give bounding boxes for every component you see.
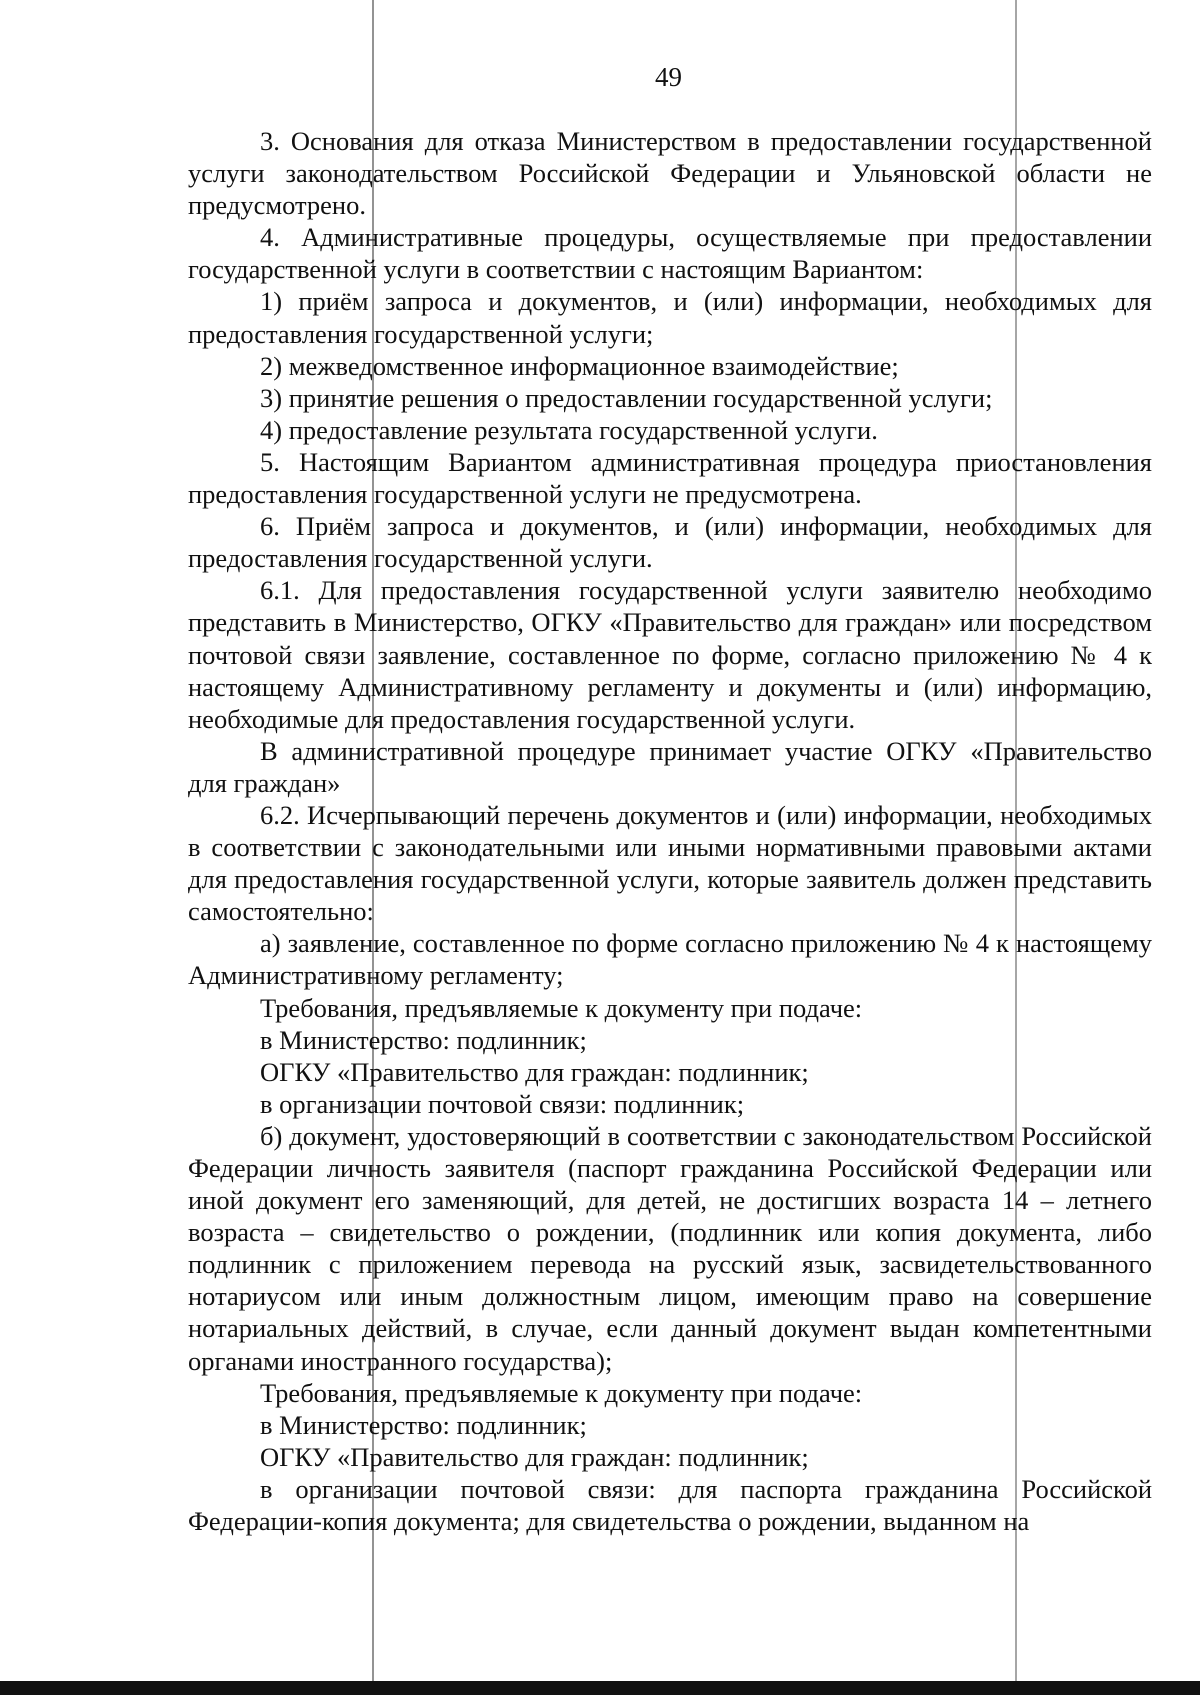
paragraph: В административной процедуре принимает участие ОГКУ «Правительство для граждан» <box>188 735 1152 798</box>
paragraph: а) заявление, составленное по форме согласно приложению № 4 к настоящему Административному регламенту; <box>188 928 1152 991</box>
paragraph: 2) межведомственное информационное взаимодействие; <box>260 350 899 381</box>
paragraph: в организации почтовой связи: подлинник; <box>260 1088 745 1119</box>
paragraph: 6.1. Для предоставления государственной услуги заявителю необходимо представить в Министерство, ОГКУ «Правительство для граждан» или посредством почтовой связи заявление, составленное по форме, согласно приложению № 4 к настоящему Административному регламенту и документы и (или) информацию, необходимые для предоставления государственной услуги. <box>188 575 1152 734</box>
scan-bottom-band <box>0 1681 1200 1695</box>
page-number: 49 <box>655 62 682 92</box>
document-body <box>188 125 1152 1537</box>
paragraph: 6. Приём запроса и документов, и (или) информации, необходимых для предоставления государственной услуги. <box>188 511 1152 574</box>
paragraph: 3. Основания для отказа Министерством в предоставлении государственной услуги законодательством Российской Федерации и Ульяновской области не предусмотрено. <box>188 126 1152 221</box>
paragraph: в Министерство: подлинник; <box>260 1024 587 1055</box>
paragraph: 4) предоставление результата государственной услуги. <box>260 414 878 445</box>
paragraph: 4. Административные процедуры, осуществляемые при предоставлении государственной услуги в соответствии с настоящим Вариантом: <box>188 222 1152 285</box>
paragraph: 6.2. Исчерпывающий перечень документов и (или) информации, необходимых в соответствии с законодательными или иными нормативными правовыми актами для предоставления государственной услуги, которые заявитель должен представить самостоятельно: <box>188 799 1152 927</box>
paragraph: 3) принятие решения о предоставлении государственной услуги; <box>260 382 993 413</box>
paragraph: в организации почтовой связи: для паспорта гражданина Российской Федерации-копия документа; для свидетельства о рождении, выданном на <box>188 1473 1152 1537</box>
paragraph: ОГКУ «Правительство для граждан: подлинник; <box>260 1056 809 1087</box>
paragraph: Требования, предъявляемые к документу при подаче: <box>260 992 863 1023</box>
paragraph: б) документ, удостоверяющий в соответствии с законодательством Российской Федерации личность заявителя (паспорт гражданина Российской Федерации или иной документ его заменяющий, для детей, не достигших возраста 14 – летнего возраста – свидетельство о рождении, (подлинник или копия документа, либо подлинник с приложением перевода на русский язык, засвидетельствованного нотариусом или иным должностным лицом, имеющим право на совершение нотариальных действий, в случае, если данный документ выдан компетентными органами иностранного государства); <box>188 1120 1152 1376</box>
paragraph: Требования, предъявляемые к документу при подаче: <box>260 1377 863 1408</box>
paragraph: 5. Настоящим Вариантом административная процедура приостановления предоставления государственной услуги не предусмотрена. <box>188 446 1152 510</box>
paragraph: ОГКУ «Правительство для граждан: подлинник; <box>260 1441 809 1472</box>
paragraph: в Министерство: подлинник; <box>260 1409 587 1440</box>
paragraph: 1) приём запроса и документов, и (или) информации, необходимых для предоставления государственной услуги; <box>188 286 1152 349</box>
